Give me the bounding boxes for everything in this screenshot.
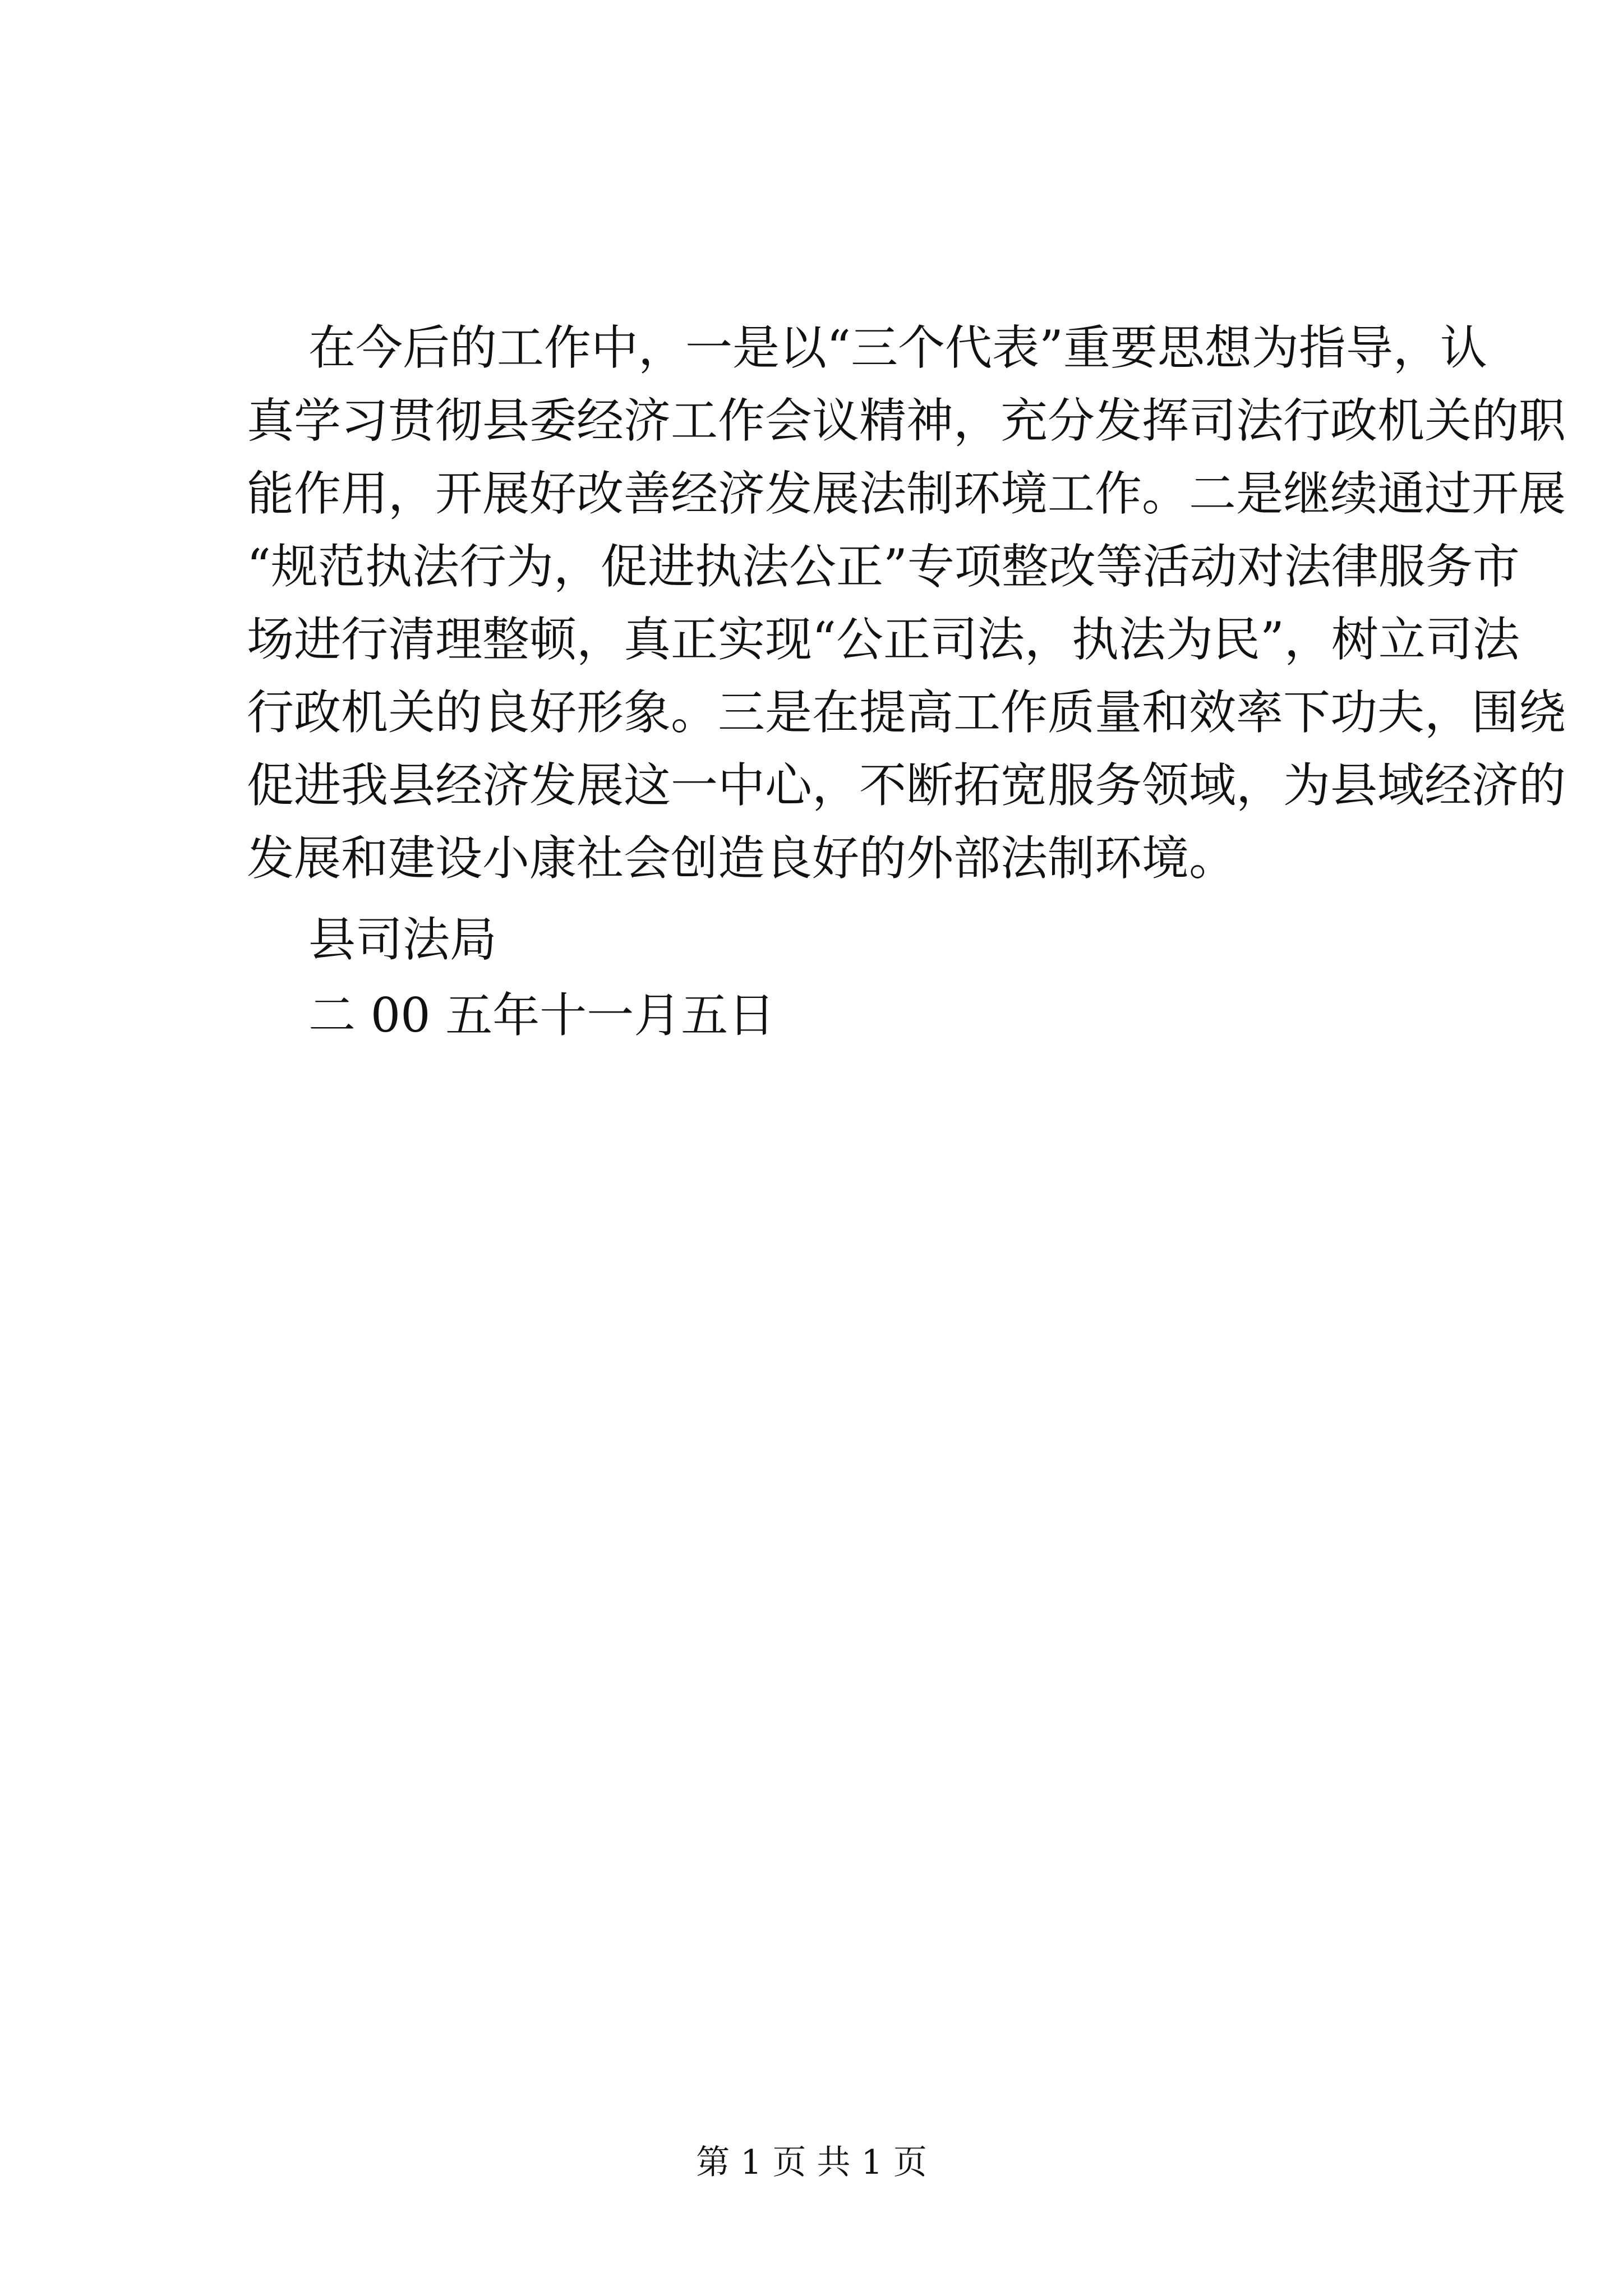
paragraph-line-7: 促进我县经济发展这一中心，不断拓宽服务领域，为县域经济的 (247, 758, 1566, 813)
paragraph-line-6: 行政机关的良好形象。三是在提高工作质量和效率下功夫，围绕 (247, 685, 1566, 740)
signature-organization: 县司法局 (308, 912, 497, 967)
paragraph-line-4: “规范执法行为，促进执法公正”专项整改等活动对法律服务市 (247, 539, 1520, 594)
page-number-footer: 第 1 页 共 1 页 (696, 2143, 927, 2182)
paragraph-line-8: 发展和建设小康社会创造良好的外部法制环境。 (247, 831, 1237, 886)
paragraph-line-1: 在今后的工作中，一是以“三个代表”重要思想为指导，认 (308, 320, 1487, 375)
paragraph-line-3: 能作用，开展好改善经济发展法制环境工作。二是继续通过开展 (247, 466, 1566, 521)
paragraph-line-2: 真学习贯彻县委经济工作会议精神，充分发挥司法行政机关的职 (247, 393, 1566, 448)
signature-date: 二 00 五年十一月五日 (308, 988, 776, 1043)
paragraph-line-5: 场进行清理整顿，真正实现“公正司法，执法为民”，树立司法 (247, 612, 1520, 667)
